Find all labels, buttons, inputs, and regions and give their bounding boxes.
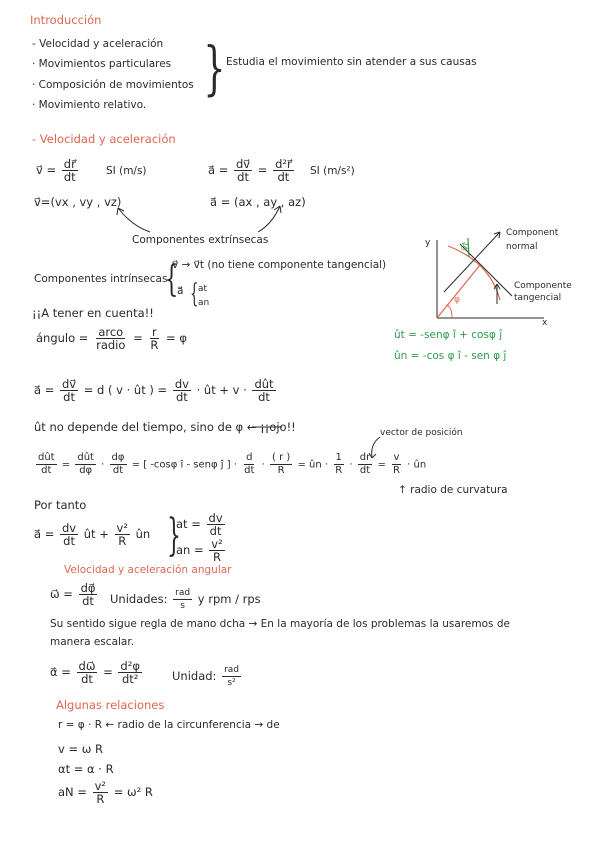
a-derivation xyxy=(34,378,278,403)
intrinsic-brace: { xyxy=(164,259,179,300)
sense-note: Su sentido sigue regla de mano dcha → En la mayoría de los problemas la usaremos de xyxy=(50,618,510,630)
final-at: at = $\frac{dv}{dt}$ xyxy=(176,511,223,538)
dut-frac-7: $\frac{dr}{dt}$ xyxy=(359,452,371,476)
diagram-normal-label: Component normal xyxy=(506,228,559,252)
diagram-tangential-label: Componente tangencial xyxy=(514,281,572,303)
intro-item-1: - Velocidad y aceleración xyxy=(32,38,164,50)
a-fraction-1: $\frac{dv⃗}{dt}$ xyxy=(236,157,251,184)
un-expression: ûn = -cos φ î - sen φ ĵ xyxy=(394,350,507,362)
intro-item-3: · Composición de movimientos xyxy=(32,79,194,91)
deriv-a-lhs: a⃗ = xyxy=(34,383,55,397)
a-components: a⃗ = (ax , ay , az) xyxy=(210,195,306,209)
final-mid: ût + xyxy=(83,527,109,541)
diagram-x-label: x xyxy=(542,318,548,328)
omega-units: Unidades: $\frac{\text{rad}}{s}$ y rpm / rps xyxy=(110,588,261,611)
attention-note: ¡¡A tener en cuenta!! xyxy=(32,306,154,320)
angle-eq: = xyxy=(133,331,143,345)
sense-note-2: manera escalar. xyxy=(50,636,135,648)
dut-eq1: = xyxy=(61,459,71,471)
final-end: ûn xyxy=(135,527,151,541)
relation-2: v = ω R xyxy=(58,742,104,756)
dut-dot3: · xyxy=(349,459,353,471)
therefore-label: Por tanto xyxy=(34,498,87,512)
ut-expression: ût = -senφ î + cosφ ĵ xyxy=(394,329,503,341)
intrinsic-v: v⃗ → v⃗t (no tiene componente tangencial) xyxy=(172,259,387,271)
diagram-vt: v⃗t xyxy=(460,241,472,252)
dut-frac-5: $\frac{( r )}{R}$ xyxy=(272,452,291,476)
dut-derivation xyxy=(34,452,426,477)
intro-item-2: · Movimientos particulares xyxy=(32,58,172,70)
deriv-a-frac-2: $\frac{dv}{dt}$ xyxy=(174,377,189,404)
v-unit: SI (m/s) xyxy=(106,165,147,177)
omega-equation: ω⃗ = $\frac{d\varphi⃗}{dt}$ xyxy=(50,581,96,608)
dut-frac-8: $\frac{v}{R}$ xyxy=(393,452,400,476)
angle-fraction-1: $\frac{\text{arco}}{\text{radio}}$ xyxy=(96,325,126,352)
angle-lhs: ángulo = xyxy=(36,331,89,345)
dut-frac-3: $\frac{d\varphi}{dt}$ xyxy=(111,452,125,476)
relation-4: aN = $\frac{\text{v²}}{R}$ = ω² R xyxy=(58,779,153,806)
v-fraction: $\frac{dr⃗}{dt}$ xyxy=(63,157,76,184)
position-vector-label: vector de posición xyxy=(380,428,463,438)
dut-end: · ûn xyxy=(407,459,427,471)
final-frac-2: $\frac{\text{v²}}{R}$ xyxy=(116,521,128,548)
intrinsic-at: at xyxy=(198,284,208,294)
intrinsic-label: Componentes intrínsecas xyxy=(34,273,168,285)
a-lhs: a⃗ = xyxy=(208,163,229,177)
relation-3: αt = α · R xyxy=(58,762,114,776)
final-an: an = $\frac{\text{v²}}{R}$ xyxy=(176,537,223,564)
alpha-equation: α⃗ = $\frac{d\omega⃗}{dt}$ = $\frac{\text{d²φ}}{\text{dt²}}$ xyxy=(50,659,140,686)
curvature-label: ↑ radio de curvatura xyxy=(398,484,508,496)
dut-eq2: = ûn · xyxy=(297,459,329,471)
deriv-a-frac-1: $\frac{dv⃗}{dt}$ xyxy=(62,377,77,404)
dut-frac-2: $\frac{\text{dût}}{d\varphi}$ xyxy=(77,452,94,476)
relation-1: r = φ · R ← radio de la circunferencia → de xyxy=(58,719,280,731)
angle-fraction-2: $\frac{r}{R}$ xyxy=(150,325,159,352)
intro-note: Estudia el movimiento sin atender a sus causas xyxy=(226,56,477,68)
dut-frac-6: $\frac{1}{R}$ xyxy=(335,452,343,476)
extrinsic-label: Componentes extrínsecas xyxy=(132,234,269,246)
deriv-a-mid: = d ( v · ût ) = xyxy=(83,383,168,397)
intrinsic-an: an xyxy=(198,298,210,308)
intro-title: Introducción xyxy=(30,13,102,27)
dut-frac-4: $\frac{d}{dt}$ xyxy=(244,452,255,476)
alpha-unit: Unidad: $\frac{\text{rad}}{\text{s²}}$ xyxy=(172,665,240,688)
final-a-lhs: a⃗ = xyxy=(34,527,55,541)
v-lhs: v⃗ = xyxy=(36,163,57,177)
intrinsic-a-brace: { xyxy=(190,279,199,309)
diagram-y-label: y xyxy=(425,238,431,248)
a-fraction-2: $\frac{\text{d²r⃗}}{dt}$ xyxy=(275,157,292,184)
relations-title: Algunas relaciones xyxy=(56,698,165,712)
ut-note: ût no depende del tiempo, sino de φ ← ¡¡ojo!! xyxy=(34,420,296,434)
final-brace: } xyxy=(167,510,181,561)
a-unit: SI (m/s²) xyxy=(310,165,355,177)
dut-dot: · xyxy=(101,459,105,471)
vel-title: - Velocidad y aceleración xyxy=(32,132,176,146)
final-acceleration xyxy=(34,522,150,547)
final-frac-1: $\frac{dv}{dt}$ xyxy=(62,521,77,548)
v-components: v⃗=(vx , vy , vz) xyxy=(34,195,122,209)
diagram-phi: φ xyxy=(454,295,460,305)
deriv-a-frac-3: $\frac{\text{dût}}{dt}$ xyxy=(254,377,274,404)
intro-item-4: · Movimiento relativo. xyxy=(32,99,147,111)
dut-dot2: · xyxy=(261,459,265,471)
angular-title: Velocidad y aceleración angular xyxy=(64,564,232,576)
intro-brace: } xyxy=(203,34,226,102)
angle-rhs: = φ xyxy=(166,331,187,345)
intrinsic-a: a⃗ xyxy=(177,285,184,297)
deriv-a-mid2: · ût + v · xyxy=(196,383,247,397)
dut-eq3: = xyxy=(377,459,386,471)
dut-bracket: = [ -cosφ î - senφ ĵ ] · xyxy=(131,459,237,471)
a-eq: = xyxy=(257,163,268,177)
dut-frac-1: $\frac{\text{dût}}{dt}$ xyxy=(38,452,55,476)
